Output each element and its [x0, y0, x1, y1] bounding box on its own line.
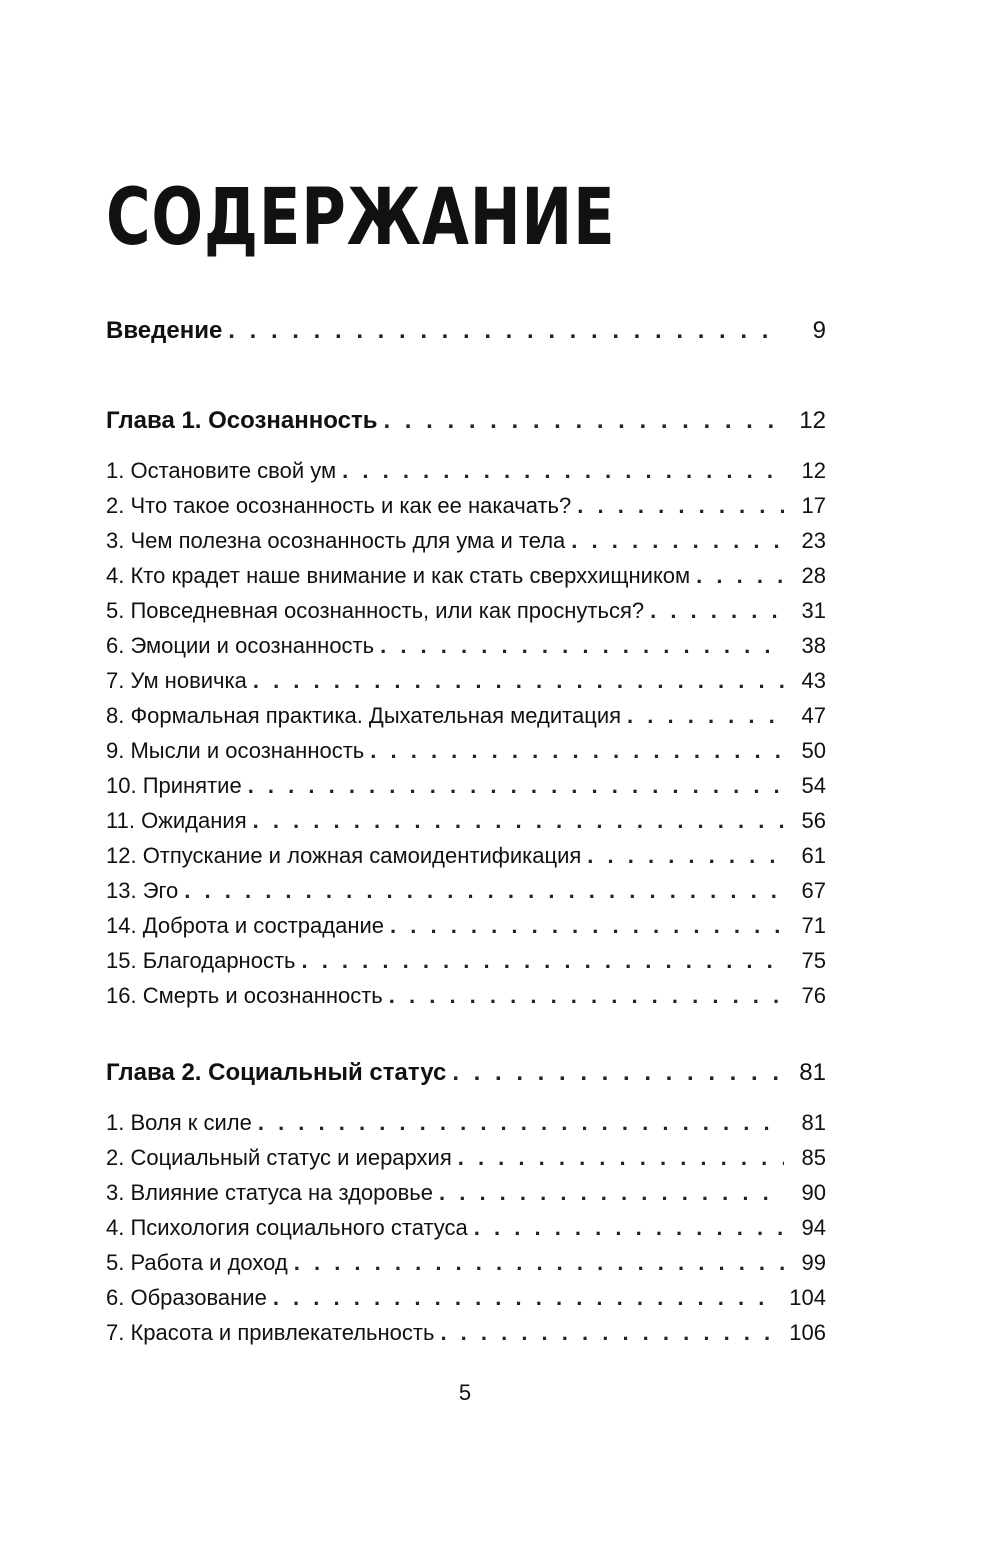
- toc-entry-label: 13. Эго: [106, 878, 179, 903]
- toc-entry-label: 8. Формальная практика. Дыхательная медитация: [106, 703, 622, 728]
- toc-entry-page: 56: [801, 808, 826, 833]
- dot-leader: [273, 1281, 777, 1315]
- toc-entry-page: 85: [801, 1145, 826, 1170]
- dot-leader: [696, 559, 784, 593]
- toc-entry-label: 12. Отпускание и ложная самоидентификация: [106, 843, 582, 868]
- toc-entry-page: 99: [801, 1250, 826, 1275]
- dot-leader: [342, 454, 784, 488]
- dot-leader: [258, 1106, 784, 1140]
- toc-section-row: [106, 629, 826, 663]
- toc-entry-page: 28: [801, 563, 826, 588]
- toc-entry-label: 9. Мысли и осознанность: [106, 738, 365, 763]
- dot-leader: [253, 804, 784, 838]
- toc-section-row: [106, 1141, 826, 1175]
- dot-leader: [390, 909, 784, 943]
- dot-leader: [439, 1176, 784, 1210]
- toc-entry-page: 9: [812, 317, 826, 344]
- toc-entry-page: 54: [801, 773, 826, 798]
- dot-leader: [440, 1316, 777, 1350]
- toc-chapter-row: [106, 1056, 826, 1090]
- dot-leader: [253, 664, 784, 698]
- toc-section-row: [106, 1316, 826, 1350]
- toc-entry-label: 3. Влияние статуса на здоровье: [106, 1180, 433, 1205]
- toc-entry-page: 61: [801, 843, 826, 868]
- toc-section-row: [106, 594, 826, 628]
- dot-leader: [184, 874, 784, 908]
- dot-leader: [474, 1211, 784, 1245]
- dot-leader: [301, 944, 784, 978]
- toc-entry-label: 14. Доброта и сострадание: [106, 913, 385, 938]
- toc-chapter-row: [106, 404, 826, 438]
- toc-section-row: [106, 1211, 826, 1245]
- toc-entry-page: 76: [801, 983, 826, 1008]
- toc-entry-label: 2. Социальный статус и иерархия: [106, 1145, 452, 1170]
- toc-entry-page: 47: [801, 703, 826, 728]
- toc-entry-page: 12: [799, 407, 826, 434]
- toc-entry-page: 81: [801, 1110, 826, 1135]
- dot-leader: [228, 314, 784, 348]
- toc-entry-page: 31: [801, 598, 826, 623]
- toc-section-row: [106, 734, 826, 768]
- toc-section-row: [106, 524, 826, 558]
- toc-section-row: [106, 1281, 826, 1315]
- toc-entry-label: 4. Психология социального статуса: [106, 1215, 468, 1240]
- toc-section-row: [106, 1246, 826, 1280]
- toc-entry-page: 67: [801, 878, 826, 903]
- toc-entry-page: 12: [801, 458, 826, 483]
- toc-section-row: [106, 979, 826, 1013]
- toc-entry-label: 3. Чем полезна осознанность для ума и тела: [106, 528, 566, 553]
- dot-leader: [458, 1141, 784, 1175]
- toc-entry-page: 50: [801, 738, 826, 763]
- toc-entry-label: 4. Кто крадет наше внимание и как стать сверххищником: [106, 563, 691, 588]
- toc-entry-page: 17: [801, 493, 826, 518]
- toc-chapter-row: [106, 314, 826, 348]
- toc-entry-page: 81: [799, 1059, 826, 1086]
- toc-section-row: [106, 699, 826, 733]
- toc-section-row: [106, 769, 826, 803]
- dot-leader: [627, 699, 784, 733]
- toc-section-row: [106, 664, 826, 698]
- dot-leader: [380, 629, 784, 663]
- toc-entry-label: 5. Работа и доход: [106, 1250, 288, 1275]
- toc-entry-page: 71: [801, 913, 826, 938]
- toc-section-row: [106, 944, 826, 978]
- toc-entry-label: 5. Повседневная осознанность, или как проснуться?: [106, 598, 645, 623]
- dot-leader: [571, 524, 784, 558]
- toc-section-row: [106, 839, 826, 873]
- toc-entry-label: 7. Ум новичка: [106, 668, 247, 693]
- toc-entry-page: 104: [789, 1285, 826, 1310]
- toc-section-row: [106, 909, 826, 943]
- dot-leader: [383, 404, 784, 438]
- dot-leader: [370, 734, 784, 768]
- toc-entry-page: 43: [801, 668, 826, 693]
- toc-entry-label: 1. Остановите свой ум: [106, 458, 337, 483]
- toc-section-row: [106, 559, 826, 593]
- toc-entry-label: Введение: [106, 317, 223, 344]
- toc-entry-label: 7. Красота и привлекательность: [106, 1320, 435, 1345]
- toc-section-row: [106, 454, 826, 488]
- toc-entry-label: 2. Что такое осознанность и как ее накачать?: [106, 493, 572, 518]
- toc-entry-page: 106: [789, 1320, 826, 1345]
- toc-entry-label: 1. Воля к силе: [106, 1110, 252, 1135]
- toc-entry-page: 94: [801, 1215, 826, 1240]
- dot-leader: [248, 769, 784, 803]
- toc-section-row: [106, 874, 826, 908]
- toc-entry-page: 23: [801, 528, 826, 553]
- dot-leader: [452, 1056, 784, 1090]
- dot-leader: [587, 839, 784, 873]
- page-title: СОДЕРЖАНИЕ: [106, 173, 616, 263]
- dot-leader: [650, 594, 784, 628]
- toc-entry-label: Глава 2. Социальный статус: [106, 1059, 447, 1086]
- toc-entry-page: 38: [801, 633, 826, 658]
- toc-entry-page: 75: [801, 948, 826, 973]
- toc-section-row: [106, 1106, 826, 1140]
- page-number: 5: [458, 1380, 472, 1405]
- toc-entry-label: 15. Благодарность: [106, 948, 296, 973]
- toc-section-row: [106, 489, 826, 523]
- dot-leader: [577, 489, 784, 523]
- toc-entry-label: 6. Эмоции и осознанность: [106, 633, 375, 658]
- dot-leader: [294, 1246, 784, 1280]
- toc-entry-label: 16. Смерть и осознанность: [106, 983, 383, 1008]
- dot-leader: [389, 979, 784, 1013]
- toc-entry-label: 11. Ожидания: [106, 808, 247, 833]
- toc-section-row: [106, 804, 826, 838]
- toc-entry-page: 90: [801, 1180, 826, 1205]
- toc-section-row: [106, 1176, 826, 1210]
- toc-entry-label: Глава 1. Осознанность: [106, 407, 378, 434]
- toc-entry-label: 6. Образование: [106, 1285, 267, 1310]
- toc-entry-label: 10. Принятие: [106, 773, 242, 798]
